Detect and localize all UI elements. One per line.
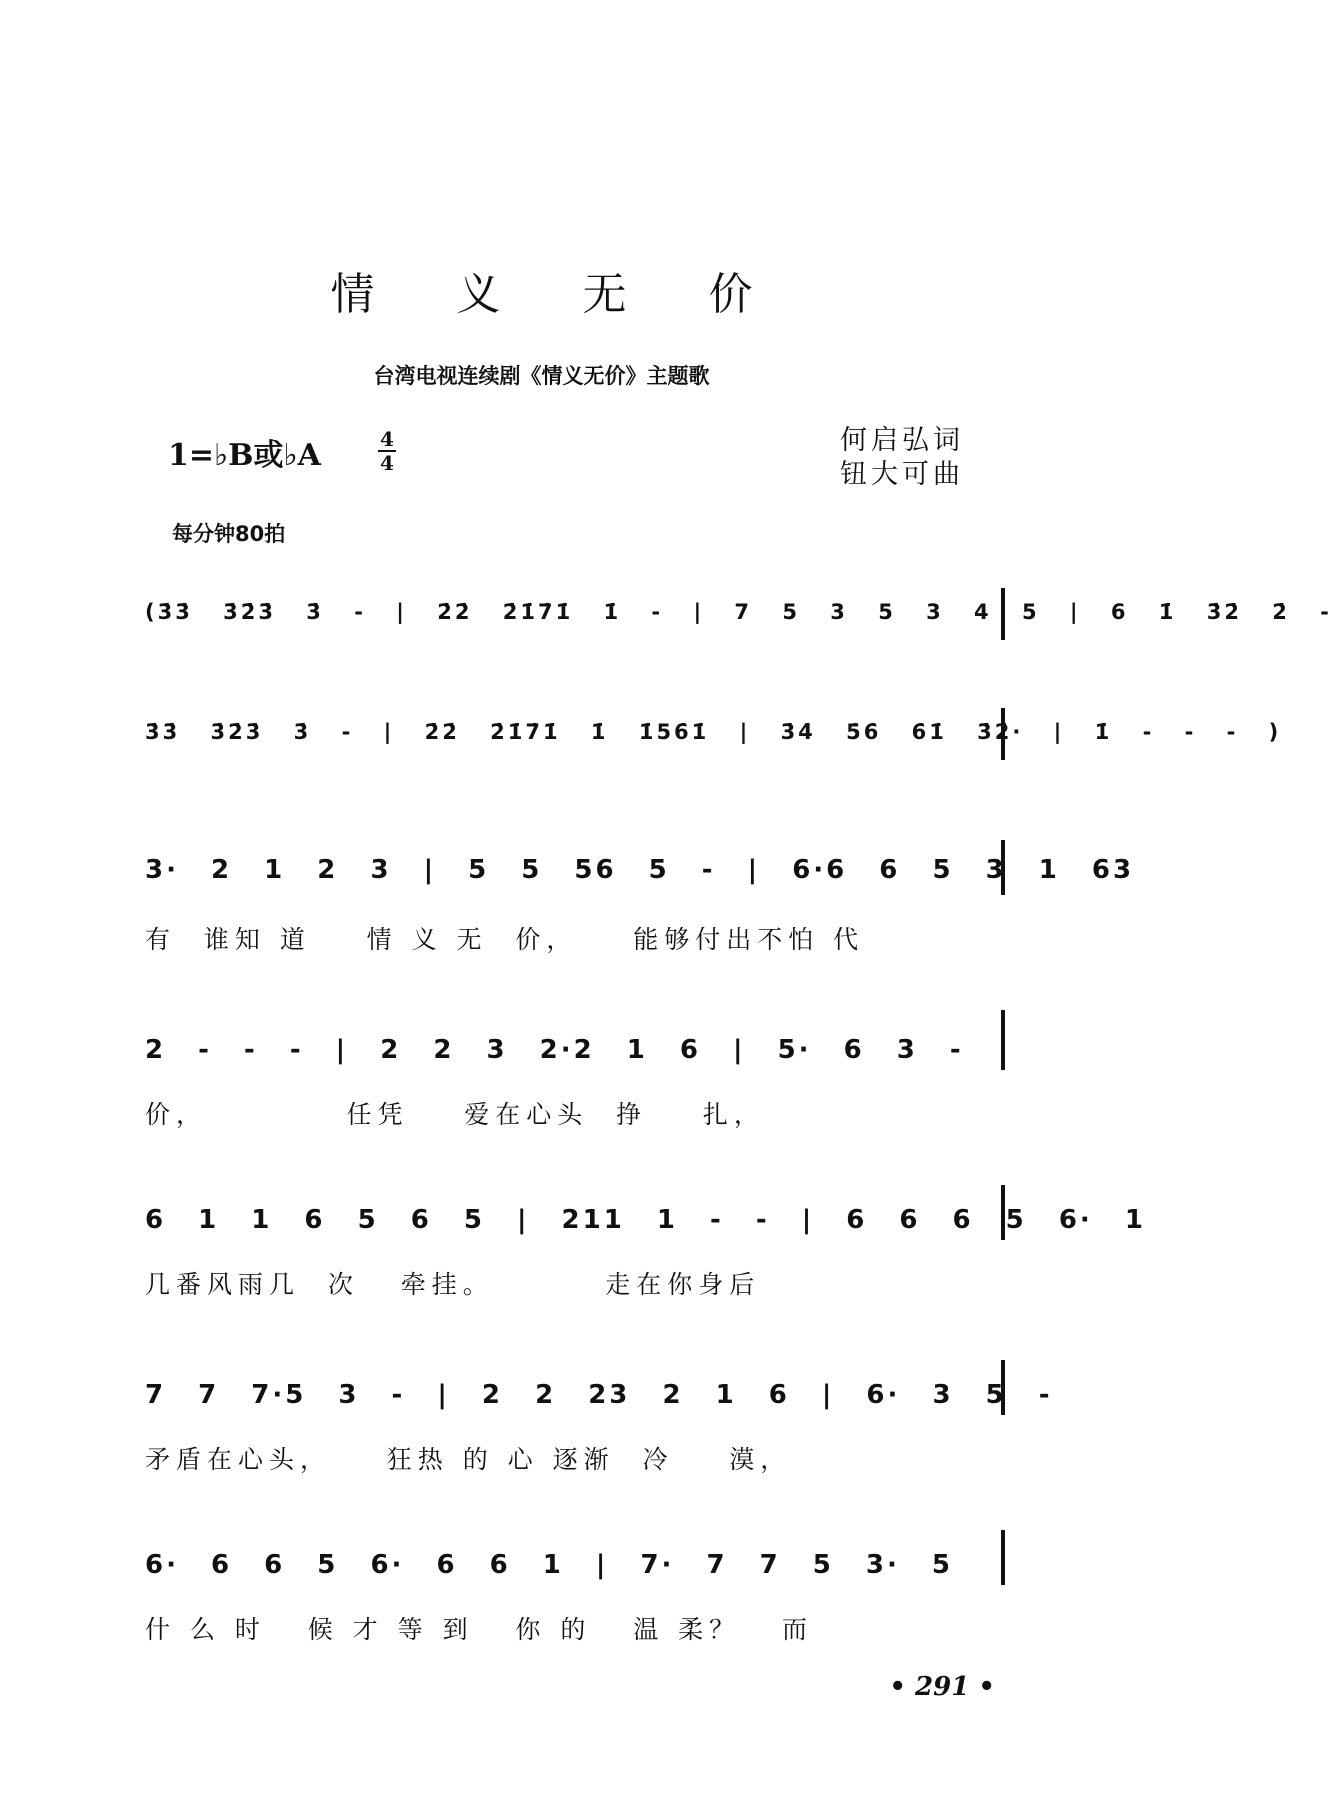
meter-top: 4 <box>380 427 394 451</box>
lyrics-line-2: 价， 任凭 爱在心头 挣 扎， <box>145 1100 765 1129</box>
intro-line-2: 3̇3̇ 3̇2̇3̇ 3̇ - | 2̇2̇ 2̇1̇7̇1̇ 1̇ 1̇56̇1̇ | 3̇4̇ 5̇6̇ 6̇1̇ 3̇2̇· | 1̇ - - - ) <box>145 720 1282 744</box>
lyrics-line-5: 什 么 时 候 才 等 到 你 的 温 柔？ 而 <box>145 1615 813 1644</box>
lyrics-line-3: 几番风雨几 次 牵挂。 走在你身后 <box>145 1270 761 1299</box>
lyricist-credit: 何启弘词 <box>840 425 964 456</box>
song-title: 情 义 无 价 <box>330 269 787 320</box>
composer-credit: 钮大可曲 <box>840 459 964 490</box>
key-signature: 1=♭B或♭A <box>168 438 321 473</box>
song-subtitle: 台湾电视连续剧《情义无价》主题歌 <box>373 363 710 388</box>
tempo-marking: 每分钟80拍 <box>172 522 286 546</box>
notes-line-5: 6· 6 6 5 6· 6 6 1 | 7· 7 7 5 3· 5 <box>145 1550 953 1580</box>
notes-line-4: 7 7 7·5 3 - | 2 2 23 2 1 6 | 6· 3 5 - <box>145 1380 1053 1410</box>
meter-bottom: 4 <box>380 451 394 475</box>
notes-line-1: 3· 2 1 2 3 | 5 5 56 5 - | 6·6 6 5 3 1 63 <box>145 855 1135 885</box>
intro-line-1: (3̇3̇ 3̇2̇3̇ 3̇ - | 2̇2̇ 2̇1̇7̇1̇ 1̇ - | 7 5 3 5 3 4 5 | 6 1̇ 3̇2̇ 2̇ - <box>145 600 1332 624</box>
page-number: • 291 • <box>889 1672 995 1702</box>
lyrics-line-1: 有 谁知 道 情 义 无 价， 能够付出不怕 代 <box>145 925 865 954</box>
lyrics-line-4: 矛盾在心头， 狂热 的 心 逐渐 冷 漠， <box>145 1445 792 1474</box>
notes-line-2: 2 - - - | 2 2 3 2·2 1 6 | 5· 6 3 - <box>145 1035 964 1065</box>
notes-line-3: 6 1 1 6 5 6 5 | 211 1 - - | 6 6 6 5 6· 1 <box>145 1205 1146 1235</box>
